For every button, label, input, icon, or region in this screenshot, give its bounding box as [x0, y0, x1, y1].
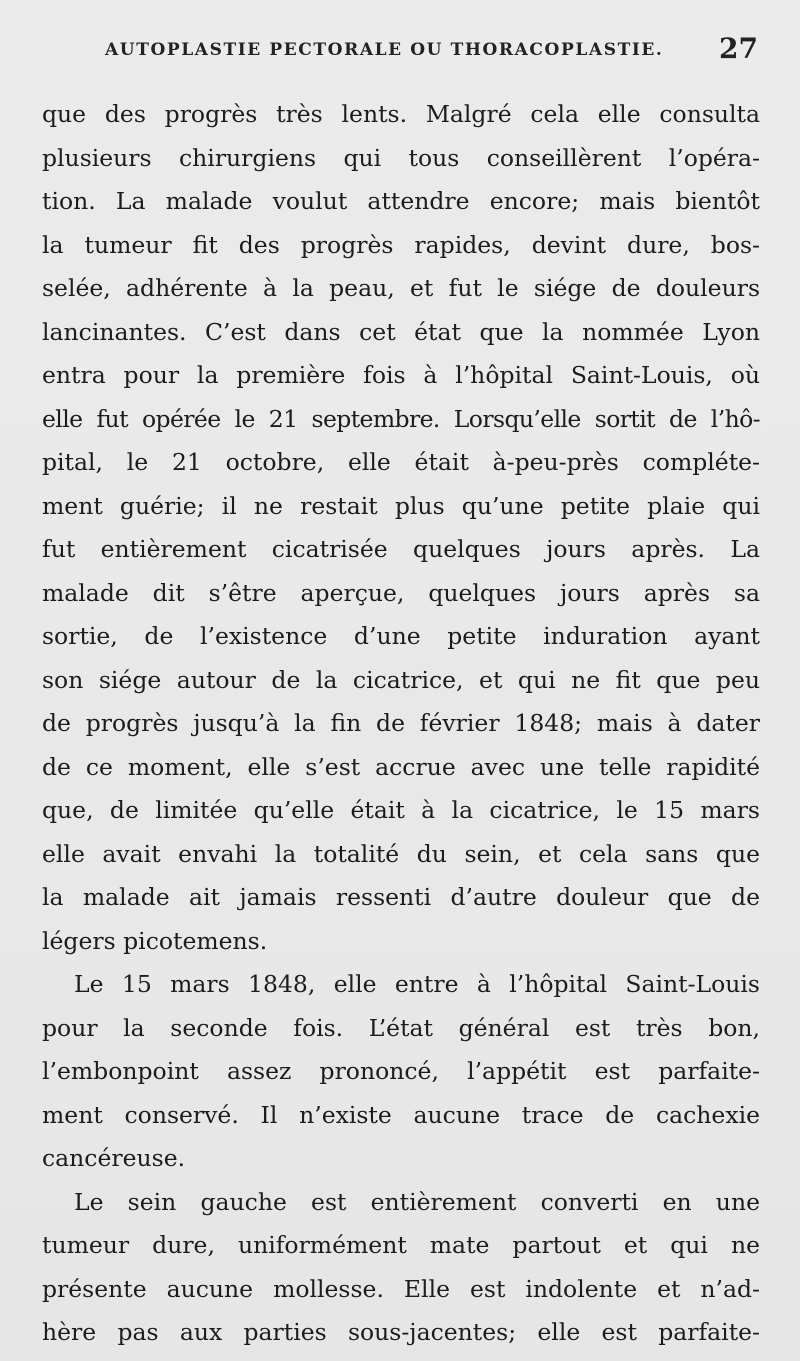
text-line: fut entièrement cicatrisée quelques jours après. La [42, 535, 760, 563]
text-line: plusieurs chirurgiens qui tous conseillèrent l’opéra- [42, 143, 760, 172]
text-line: Le 15 mars 1848, elle entre à l’hôpital Saint-Louis [74, 970, 760, 998]
text-line: que des progrès très lents. Malgré cela elle consulta [42, 100, 760, 128]
text-line: hère pas aux parties sous-jacentes; elle est parfaite- [42, 1318, 760, 1346]
text-line: de ce moment, elle s’est accrue avec une telle rapidité [42, 752, 760, 781]
text-line: légers picotemens. [42, 926, 268, 955]
text-line: l’embonpoint assez prononcé, l’appétit est parfaite- [42, 1057, 760, 1085]
text-line: son siége autour de la cicatrice, et qui ne fit que peu [42, 665, 760, 694]
text-line: lancinantes. C’est dans cet état que la nommée Lyon [42, 317, 760, 346]
text-line: présente aucune mollesse. Elle est indolente et n’ad- [42, 1274, 760, 1303]
text-line: pour la seconde fois. L’état général est très bon, [42, 1013, 760, 1042]
text-line: ment conservé. Il n’existe aucune trace de cachexie [42, 1100, 760, 1129]
text-line: pital, le 21 octobre, elle était à-peu-près compléte- [42, 448, 760, 476]
text-line: la tumeur fit des progrès rapides, devint dure, bos- [42, 230, 760, 259]
text-line: tion. La malade voulut attendre encore; mais bientôt [42, 187, 760, 215]
text-line: sortie, de l’existence d’une petite induration ayant [42, 622, 760, 650]
text-line: la malade ait jamais ressenti d’autre douleur que de [42, 883, 760, 911]
page-number: 27 [719, 32, 758, 65]
text-line: ment guérie; il ne restait plus qu’une petite plaie qui [42, 491, 760, 520]
text-line: elle avait envahi la totalité du sein, et cela sans que [42, 839, 760, 868]
body-text [42, 93, 760, 1355]
running-title: AUTOPLASTIE PECTORALE OU THORACOPLASTIE. [105, 40, 664, 60]
text-line: cancéreuse. [42, 1144, 186, 1172]
text-line: selée, adhérente à la peau, et fut le siége de douleurs [42, 274, 760, 302]
text-line: que, de limitée qu’elle était à la cicatrice, le 15 mars [42, 796, 760, 824]
text-line: Le sein gauche est entièrement converti en une [74, 1187, 760, 1216]
text-line: entra pour la première fois à l’hôpital Saint-Louis, où [42, 361, 760, 389]
text-line: elle fut opérée le 21 septembre. Lorsqu’elle sortit de l’hô- [42, 404, 760, 433]
text-line: de progrès jusqu’à la fin de février 1848; mais à dater [42, 709, 760, 737]
text-line: tumeur dure, uniformément mate partout et qui ne [42, 1231, 760, 1259]
text-line: malade dit s’être aperçue, quelques jours après sa [42, 578, 760, 607]
